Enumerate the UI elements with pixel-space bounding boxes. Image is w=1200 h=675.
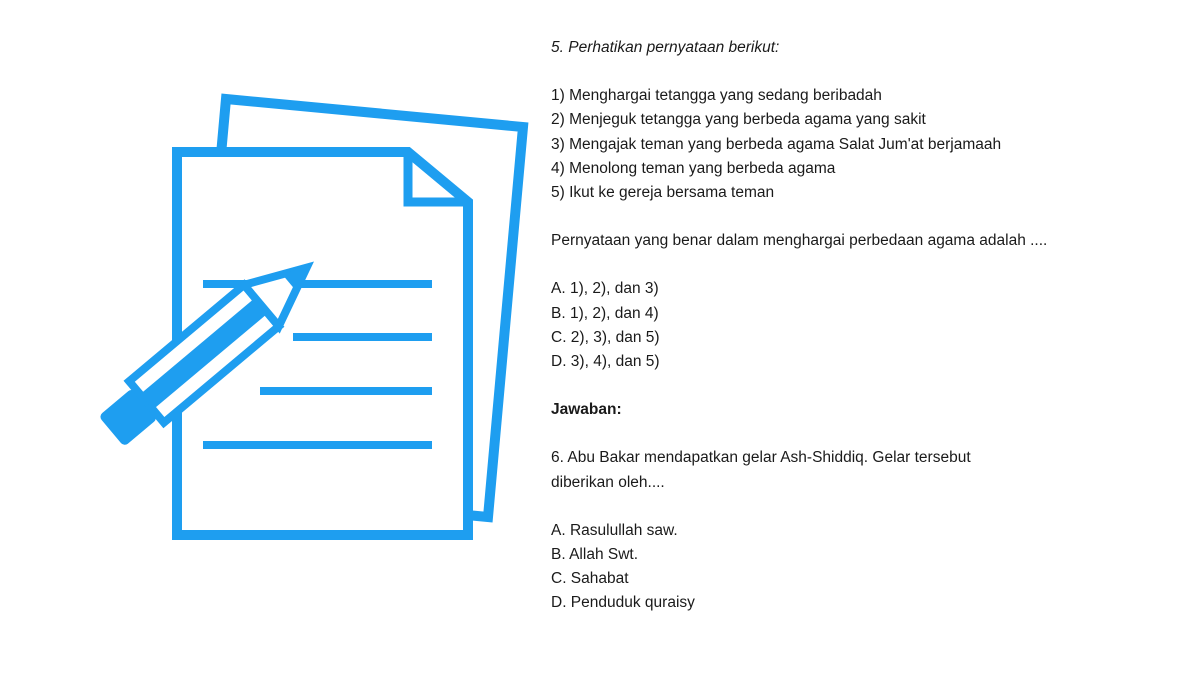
option-item: A. 1), 2), dan 3) [551,280,659,298]
question-6-prompt-line: diberikan oleh.... [551,473,665,491]
option-item: D. 3), 4), dan 5) [551,353,660,371]
statement-item: 3) Mengajak teman yang berbeda agama Salat Jum'at berjamaah [551,135,1002,153]
statement-item: 2) Menjeguk tetangga yang berbeda agama yang sakit [551,111,926,129]
option-item: C. Sahabat [551,570,629,588]
document-illustration [95,85,535,545]
quiz-content [551,36,1171,616]
option-item: C. 2), 3), dan 5) [551,328,660,346]
option-item: B. Allah Swt. [551,546,639,564]
question-5-prompt: Pernyataan yang benar dalam menghargai perbedaan agama adalah .... [551,232,1048,250]
option-item: D. Penduduk quraisy [551,594,695,612]
question-5-options [551,277,1171,374]
statement-item: 5) Ikut ke gereja bersama teman [551,184,775,202]
statement-item: 1) Menghargai tetangga yang sedang beribadah [551,87,882,105]
statement-item: 4) Menolong teman yang berbeda agama [551,159,836,177]
option-item: B. 1), 2), dan 4) [551,304,659,322]
question-5-title: 5. Perhatikan pernyataan berikut: [551,39,780,56]
question-6-prompt [551,446,1171,494]
question-5-statements [551,84,1171,205]
question-6-prompt-line: 6. Abu Bakar mendapatkan gelar Ash-Shiddiq. Gelar tersebut [551,449,971,467]
question-6-options [551,519,1171,616]
option-item: A. Rasulullah saw. [551,521,678,539]
answer-label: Jawaban: [551,401,622,419]
document-with-pencil-icon [95,85,535,545]
